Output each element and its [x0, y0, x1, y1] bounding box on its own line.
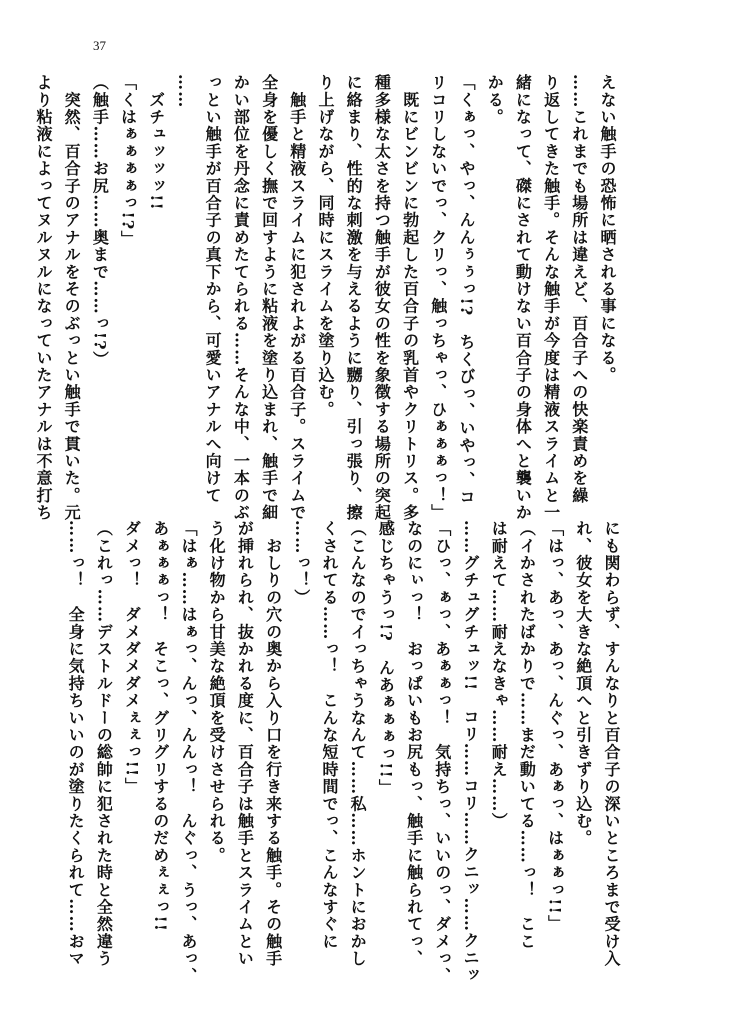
text-line: り返してきた触手。そんな触手が今度は精液スライムと一 — [541, 74, 561, 522]
text-line: ……っ！ 全身に気持ちいいのが塗りたくられて……おマ — [66, 520, 86, 968]
text-line: れ、彼女を大きな絶頂へと引きずり込む。 — [573, 520, 593, 847]
text-line: おしりの穴の奥から入り口を行き来する触手。その触手 — [263, 520, 283, 968]
text-line: ……グチュグチュッ!! コリ……コリ……クニッ……クニッ — [460, 520, 480, 984]
text-line: 緒になって、磔にされて動けない百合子の身体へと襲いか — [513, 74, 533, 522]
text-line: かる。 — [485, 74, 505, 126]
lower-text-block — [66, 520, 625, 985]
text-line: …… — [174, 74, 194, 109]
text-line: かい部位を丹念に責めたてられる……そんな中、一本のぶ — [231, 74, 251, 522]
text-line: （イかされたばかりで……まだ動いてる……っ！ ここ — [517, 520, 537, 950]
text-line: 「くぁっ、やっ、んんぅぅっ!? ちくびっ、いやっ、コ — [456, 74, 476, 506]
text-line: より粘液によってヌルヌルになっていたアナルは不意打ち — [33, 74, 53, 522]
text-line: にも関わらず、すんなりと百合子の深いところまで受け入 — [602, 520, 621, 968]
text-line: （触手……お尻……奥まで……っ!?） — [90, 74, 110, 368]
text-line: ズチュッッッ!! — [146, 74, 166, 211]
text-line: 触手と精液スライムに犯されよがる百合子。スライムで — [287, 74, 307, 522]
text-line: 種多様な太さを持つ触手が彼女の性を象徴する場所の突起 — [372, 74, 392, 522]
text-line: っとい触手が百合子の真下から、可愛いアナルへ向けて — [203, 74, 223, 504]
text-line: は耐えて……耐えなきゃ……耐え……） — [489, 520, 509, 830]
text-line: （こんなのでイっちゃうなんて……私……ホントにおかし — [348, 520, 368, 968]
text-line: ダメっ！ ダメダメダメぇぇっ!!」 — [122, 520, 142, 795]
text-line: に絡まり、性的な刺激を与えるように嬲り、引っ張り、擦 — [344, 74, 364, 522]
text-line: えない触手の恐怖に晒される事になる。 — [598, 74, 617, 384]
text-line: ……っ！） — [291, 520, 311, 606]
page-number: 37 — [93, 38, 106, 53]
text-line: くされてる……っ！ こんな短時間でっ、こんなすぐに — [319, 520, 339, 950]
text-line: 「くはぁぁぁぁっ!?」 — [118, 74, 138, 248]
text-line: う化け物から甘美な絶頂を受けさせられる。 — [207, 520, 227, 864]
text-line: ……これまでも場所は違えど、百合子への快楽責めを繰 — [569, 74, 589, 504]
text-line: 感じちゃうっ!? んあぁぁぁっ!!」 — [376, 520, 396, 797]
text-line: 既にビンビンに勃起した百合子の乳首やクリトリス。多 — [400, 74, 420, 522]
text-line: が挿れられ、抜かれる度に、百合子は触手とスライムとい — [235, 520, 255, 968]
text-line: リコリしないでっ、クリっ、触っちゃっ、ひぁぁぁっ！」 — [428, 74, 448, 522]
text-line: なのにぃっ！ おっぱいもお尻もっ、触手に触られてっ、 — [404, 520, 424, 968]
text-line: 「はっ、あっ、あっ、んぐっ、あぁっ、はぁぁっ!!」 — [545, 520, 565, 933]
text-line: 全身を優しく撫で回すように粘液を塗り込まれ、触手で細 — [259, 74, 279, 522]
text-line: り上げながら、同時にスライムを塗り込む。 — [315, 74, 335, 418]
text-line: 「ひっ、ぁっ、あぁぁっ！ 気持ちっ、いいのっ、ダメっ、 — [432, 520, 452, 985]
upper-text-block — [33, 74, 621, 522]
text-line: あぁぁぁっ！ そこっ、グリグリするのだめぇぇっ!! — [150, 520, 170, 933]
text-line: 「はぁ……はぁっ、んっ、んんっ！ んぐっ、うっ、あっ、 — [178, 520, 198, 985]
text-line: （これっ……デストルドーの総帥に犯された時と全然違う — [94, 520, 114, 968]
text-line: 突然、百合子のアナルをそのぶっとい触手で貫いた。元 — [62, 74, 82, 522]
